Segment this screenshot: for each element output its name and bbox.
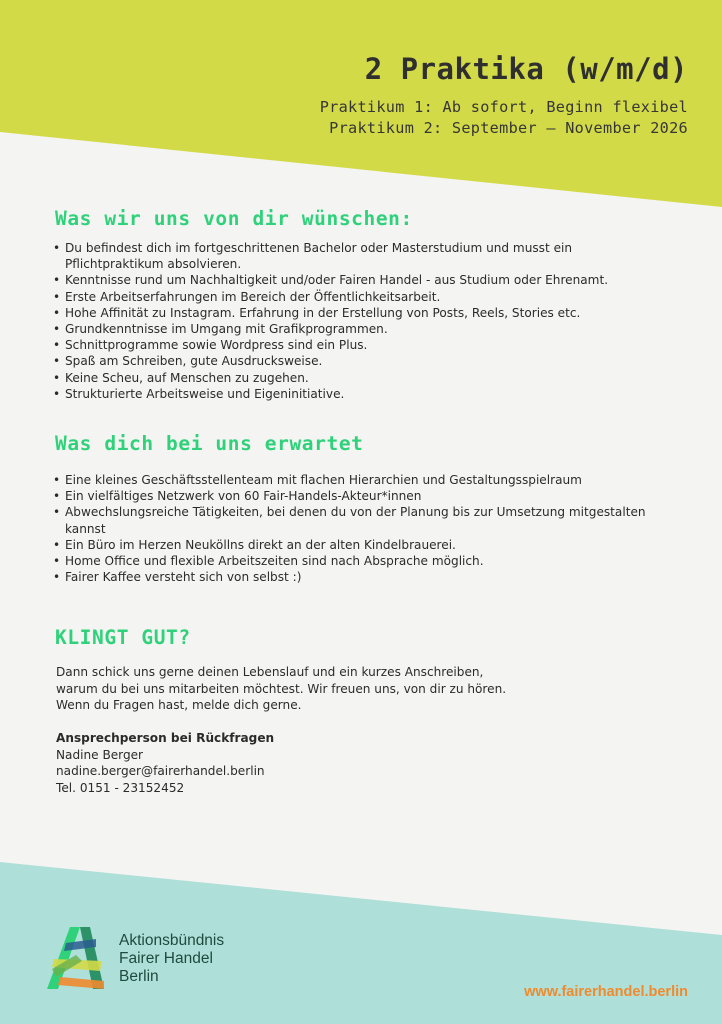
- list-item: • Fairer Kaffee versteht sich von selbst :): [52, 569, 672, 585]
- apply-text-line: Dann schick uns gerne deinen Lebenslauf und ein kurzes Anschreiben,: [56, 665, 484, 679]
- header: [320, 52, 688, 139]
- list-item: • Abwechslungsreiche Tätigkeiten, bei denen du von der Planung bis zur Umsetzung mitgestalten kannst: [52, 504, 672, 536]
- contact-label: Ansprechperson bei Rückfragen: [56, 731, 275, 745]
- list-item: • Eine kleines Geschäftsstellenteam mit flachen Hierarchien und Gestaltungsspielraum: [52, 472, 672, 488]
- offers-heading: Was dich bei uns erwartet: [55, 432, 364, 455]
- logo-text: [119, 932, 224, 986]
- apply-heading: KLINGT GUT?: [55, 626, 191, 649]
- logo-mark-icon: [46, 925, 108, 991]
- list-item: • Schnittprogramme sowie Wordpress sind ein Plus.: [52, 337, 672, 353]
- contact-phone[interactable]: Tel. 0151 - 23152452: [56, 780, 185, 795]
- list-item: • Keine Scheu, auf Menschen zu zugehen.: [52, 370, 672, 386]
- internship-2-dates: Praktikum 2: September – November 2026: [329, 119, 688, 137]
- logo-line: Berlin: [119, 968, 159, 985]
- logo-line: Fairer Handel: [119, 950, 213, 967]
- apply-text-line: Wenn du Fragen hast, melde dich gerne.: [56, 698, 302, 713]
- wishes-list: [52, 240, 672, 402]
- list-item: • Ein vielfältiges Netzwerk von 60 Fair-Handels-Akteur*innen: [52, 488, 672, 504]
- contact-name: Nadine Berger: [56, 747, 144, 762]
- list-item: • Erste Arbeitserfahrungen im Bereich der Öffentlichkeitsarbeit.: [52, 289, 672, 305]
- list-item: • Grundkenntnisse im Umgang mit Grafikprogrammen.: [52, 321, 672, 337]
- offers-list: [52, 472, 672, 585]
- internship-1-dates: Praktikum 1: Ab sofort, Beginn flexibel: [319, 98, 688, 116]
- wishes-heading: Was wir uns von dir wünschen:: [55, 207, 413, 230]
- list-item: • Du befindest dich im fortgeschrittenen Bachelor oder Masterstudium und musst ein Pflichtpraktikum absolvieren.: [52, 240, 672, 272]
- list-item: • Strukturierte Arbeitsweise und Eigeninitiative.: [52, 386, 672, 402]
- list-item: • Home Office und flexible Arbeitszeiten sind nach Absprache möglich.: [52, 553, 672, 569]
- contact-block: [56, 730, 274, 796]
- website-link[interactable]: www.fairerhandel.berlin: [524, 984, 688, 1000]
- list-item: • Ein Büro im Herzen Neuköllns direkt an der alten Kindelbrauerei.: [52, 537, 672, 553]
- logo-line: Aktionsbündnis: [119, 932, 225, 949]
- apply-text: [56, 664, 616, 714]
- list-item: • Kenntnisse rund um Nachhaltigkeit und/oder Fairen Handel - aus Studium oder Ehrenamt.: [52, 272, 672, 288]
- apply-text-line: warum du bei uns mitarbeiten möchtest. Wir freuen uns, von dir zu hören.: [56, 681, 507, 696]
- list-item: • Hohe Affinität zu Instagram. Erfahrung in der Erstellung von Posts, Reels, Stories etc.: [52, 305, 672, 321]
- page-title: 2 Praktika (w/m/d): [364, 52, 688, 86]
- contact-email[interactable]: nadine.berger@fairerhandel.berlin: [56, 764, 265, 779]
- list-item: • Spaß am Schreiben, gute Ausdrucksweise.: [52, 353, 672, 369]
